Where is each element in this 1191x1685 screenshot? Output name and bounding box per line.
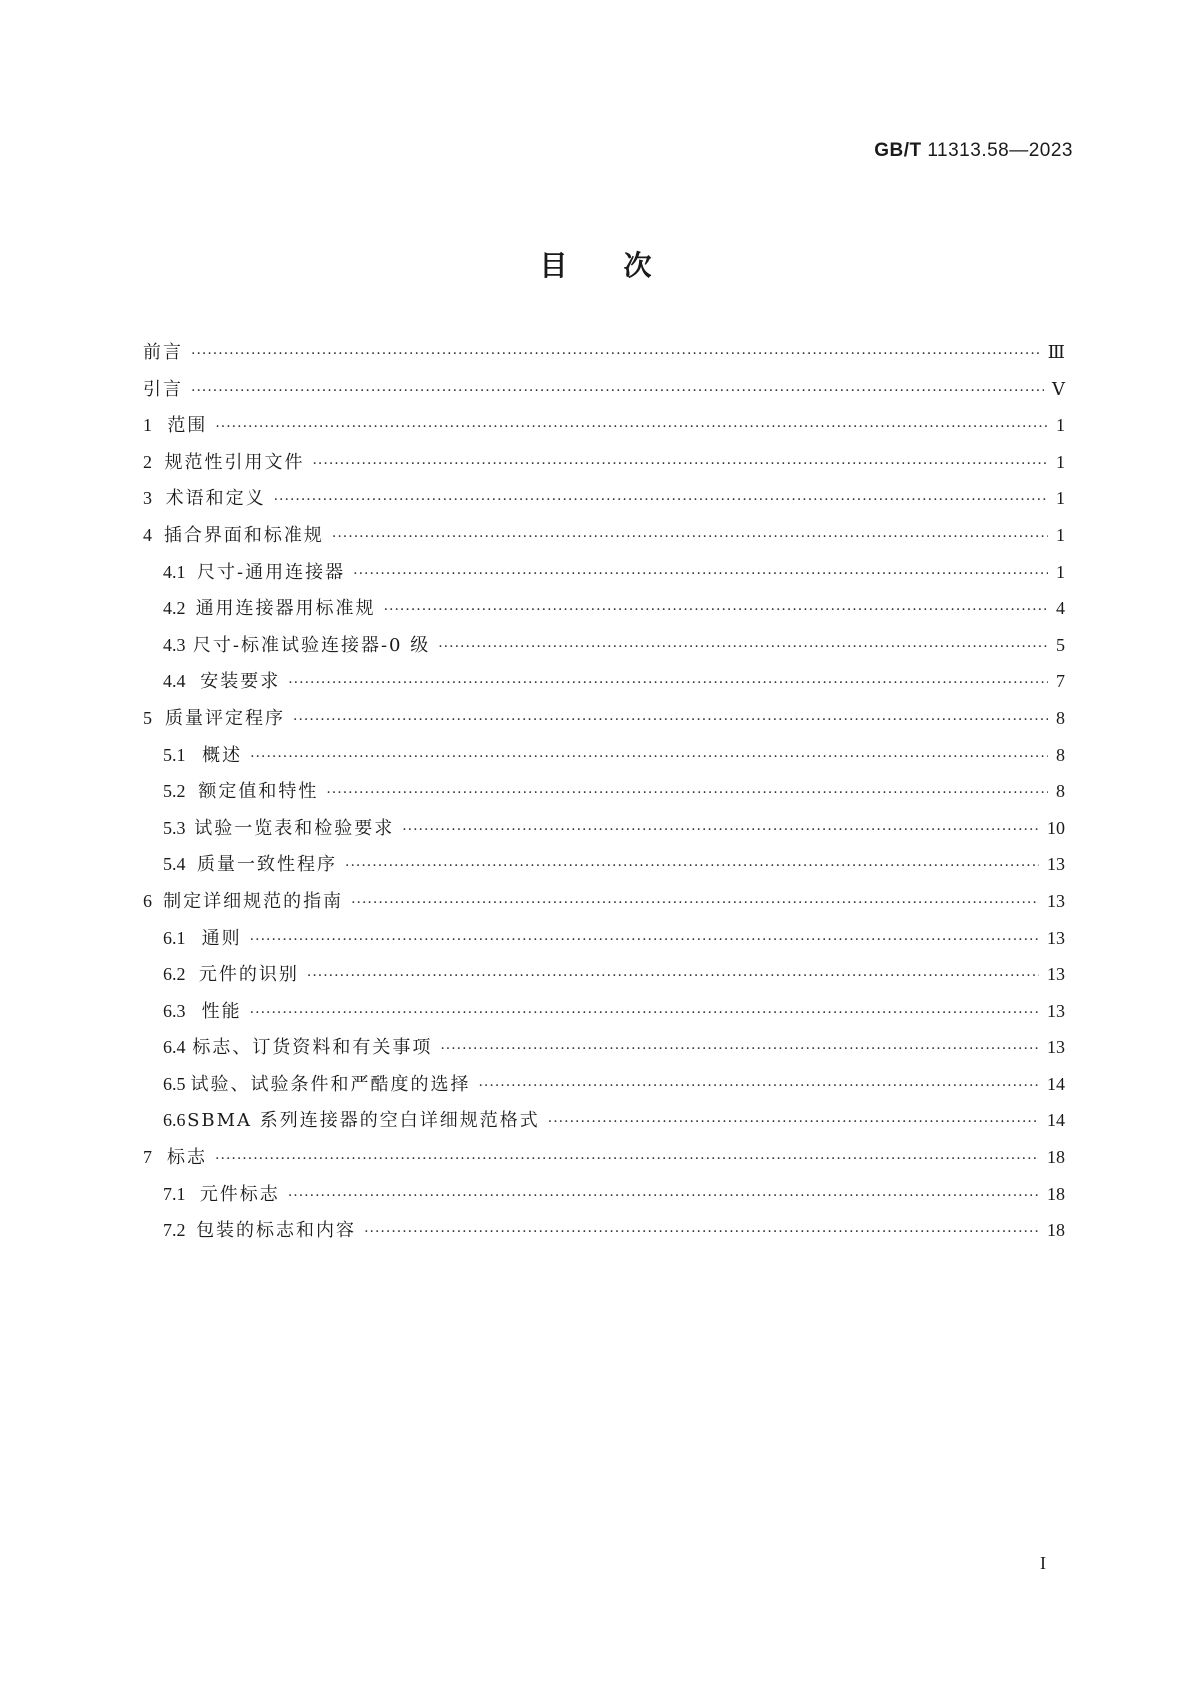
toc-entry-page: 8 bbox=[1056, 707, 1065, 728]
toc-entry-label: 通则 bbox=[201, 927, 242, 949]
toc-leader-dots bbox=[351, 895, 1039, 911]
toc-leader-dots bbox=[312, 456, 1048, 472]
toc-entry-page: 14 bbox=[1047, 1073, 1065, 1094]
toc-entry[interactable] bbox=[143, 411, 1065, 448]
toc-leader-dots bbox=[250, 1005, 1039, 1021]
toc-entry-page: 1 bbox=[1056, 451, 1065, 472]
toc-entry-number: 6.3 bbox=[163, 1000, 186, 1021]
toc-entry[interactable] bbox=[143, 375, 1065, 412]
toc-leader-dots bbox=[345, 858, 1039, 874]
toc-entry-page: 1 bbox=[1056, 561, 1065, 582]
standard-code bbox=[874, 140, 1073, 162]
toc-entry-page: 13 bbox=[1047, 964, 1065, 985]
toc-entry-page: 13 bbox=[1047, 1037, 1065, 1058]
toc-entry-page: 14 bbox=[1047, 1110, 1065, 1131]
toc-entry-page: 18 bbox=[1047, 1183, 1065, 1204]
toc-entry[interactable] bbox=[143, 887, 1065, 924]
toc-entry-label: 元件标志 bbox=[199, 1183, 280, 1205]
toc-entry-number: 6 bbox=[143, 890, 152, 911]
toc-entry[interactable] bbox=[143, 850, 1065, 887]
toc-entry-label: 制定详细规范的指南 bbox=[163, 890, 344, 912]
toc-entry-label: 范围 bbox=[167, 415, 208, 437]
toc-entry-label: 标志、订货资料和有关事项 bbox=[192, 1037, 433, 1059]
toc-entry-number: 4.4 bbox=[163, 671, 186, 692]
toc-entry-label: 标志 bbox=[167, 1147, 208, 1169]
toc-leader-dots bbox=[215, 419, 1048, 435]
toc-entry[interactable] bbox=[143, 558, 1065, 595]
toc-entry-number: 7.2 bbox=[163, 1220, 186, 1241]
toc-entry-label: 性能 bbox=[201, 1000, 242, 1022]
toc-entry-number: 7 bbox=[143, 1147, 152, 1168]
toc-leader-dots bbox=[250, 932, 1039, 948]
toc-entry-number: 6.2 bbox=[163, 964, 186, 985]
toc-leader-dots bbox=[332, 529, 1048, 545]
toc-entry-page: 13 bbox=[1047, 927, 1065, 948]
toc-entry-page: 13 bbox=[1047, 1000, 1065, 1021]
toc-leader-dots bbox=[191, 383, 1044, 399]
toc-entry-label: 通用连接器用标准规 bbox=[195, 598, 376, 620]
toc-entry-number: 4 bbox=[143, 524, 152, 545]
toc-entry-label: SBMA 系列连接器的空白详细规范格式 bbox=[187, 1110, 540, 1132]
toc-entry[interactable] bbox=[143, 777, 1065, 814]
toc-entry[interactable] bbox=[143, 484, 1065, 521]
toc-entry[interactable] bbox=[143, 1106, 1065, 1143]
toc-entry-page: 4 bbox=[1056, 598, 1065, 619]
toc-entry-label: 尺寸-标准试验连接器-0 级 bbox=[192, 634, 431, 656]
toc-entry-label: 试验一览表和检验要求 bbox=[194, 817, 395, 839]
toc-entry-page: 8 bbox=[1056, 744, 1065, 765]
toc-entry-label: 概述 bbox=[202, 744, 243, 766]
toc-entry[interactable] bbox=[143, 521, 1065, 558]
toc-entry-label: 安装要求 bbox=[200, 671, 281, 693]
toc-entry[interactable] bbox=[143, 1180, 1065, 1217]
toc-entry-page: 5 bbox=[1056, 634, 1065, 655]
toc-entry-label: 额定值和特性 bbox=[198, 781, 319, 803]
toc-entry[interactable] bbox=[143, 814, 1065, 851]
toc-entry-number: 2 bbox=[143, 451, 152, 472]
toc-entry-page: 8 bbox=[1056, 781, 1065, 802]
toc-leader-dots bbox=[438, 639, 1048, 655]
toc-entry-number: 7.1 bbox=[163, 1183, 186, 1204]
toc-leader-dots bbox=[548, 1114, 1039, 1130]
toc-entry[interactable] bbox=[143, 960, 1065, 997]
toc-entry-page: 7 bbox=[1056, 671, 1065, 692]
toc-entry-label: 术语和定义 bbox=[165, 488, 266, 510]
toc-entry-number: 6.6 bbox=[163, 1110, 186, 1131]
toc-leader-dots bbox=[384, 602, 1048, 618]
toc-title: 目次 bbox=[539, 249, 708, 282]
toc-entry[interactable] bbox=[143, 1143, 1065, 1180]
toc-entry-number: 5.2 bbox=[163, 781, 186, 802]
toc-leader-dots bbox=[353, 566, 1048, 582]
toc-entry[interactable] bbox=[143, 1033, 1065, 1070]
toc-entry-page: 1 bbox=[1056, 524, 1065, 545]
toc-entry-label: 规范性引用文件 bbox=[164, 451, 305, 473]
standard-prefix: GB/T bbox=[874, 140, 922, 161]
toc-entry-number: 5.1 bbox=[163, 744, 186, 765]
toc-entry-number: 4.2 bbox=[163, 598, 186, 619]
toc-entry[interactable] bbox=[143, 1070, 1065, 1107]
toc-entry[interactable] bbox=[143, 594, 1065, 631]
toc-entry-page: Ⅲ bbox=[1047, 342, 1065, 362]
toc-leader-dots bbox=[250, 749, 1048, 765]
toc-entry-number: 5.3 bbox=[163, 817, 186, 838]
toc-entry[interactable] bbox=[143, 631, 1065, 668]
toc-entry-label: 试验、试验条件和严酷度的选择 bbox=[190, 1073, 471, 1095]
toc-entry-label: 插合界面和标准规 bbox=[163, 524, 324, 546]
toc-entry-page: 18 bbox=[1047, 1220, 1065, 1241]
toc-entry[interactable] bbox=[143, 704, 1065, 741]
toc-entry[interactable] bbox=[143, 997, 1065, 1034]
toc-entry[interactable] bbox=[143, 924, 1065, 961]
toc-leader-dots bbox=[364, 1224, 1039, 1240]
toc-entry-page: 10 bbox=[1047, 817, 1065, 838]
toc-leader-dots bbox=[288, 675, 1048, 691]
toc-leader-dots bbox=[307, 968, 1039, 984]
toc-leader-dots bbox=[274, 492, 1048, 508]
toc-leader-dots bbox=[191, 346, 1040, 362]
toc-entry-label: 元件的识别 bbox=[198, 964, 299, 986]
toc-leader-dots bbox=[402, 822, 1039, 838]
toc-entry-page: Ⅴ bbox=[1052, 378, 1065, 399]
toc-entry[interactable] bbox=[143, 448, 1065, 485]
toc-entry-number: 6.1 bbox=[163, 927, 186, 948]
toc-entry-page: 18 bbox=[1047, 1147, 1065, 1168]
toc-entry-number: 6.5 bbox=[163, 1073, 186, 1094]
toc-entry-page: 1 bbox=[1056, 488, 1065, 509]
toc-entry-label: 质量评定程序 bbox=[165, 707, 286, 729]
toc-entry-number: 4.3 bbox=[163, 634, 186, 655]
toc-leader-dots bbox=[293, 712, 1048, 728]
toc-entry-label: 前言 bbox=[143, 342, 183, 363]
toc-entry-page: 1 bbox=[1056, 415, 1065, 436]
toc-leader-dots bbox=[215, 1151, 1039, 1167]
toc-entry[interactable] bbox=[143, 667, 1065, 704]
toc-entry-number: 1 bbox=[143, 415, 152, 436]
toc-entry-number: 3 bbox=[143, 488, 152, 509]
toc-entry-number: 5.4 bbox=[163, 854, 186, 875]
toc-leader-dots bbox=[440, 1041, 1039, 1057]
toc-entry-page: 13 bbox=[1047, 890, 1065, 911]
standard-number: 11313.58—2023 bbox=[927, 140, 1073, 161]
toc-entry-label: 引言 bbox=[143, 378, 183, 400]
toc-leader-dots bbox=[326, 785, 1048, 801]
toc-entry[interactable] bbox=[143, 741, 1065, 778]
toc-entry-label: 尺寸-通用连接器 bbox=[197, 561, 346, 583]
page-number: I bbox=[1040, 1553, 1046, 1573]
toc-entry-page: 13 bbox=[1047, 854, 1065, 875]
toc-entry-label: 质量一致性程序 bbox=[197, 854, 337, 876]
toc-leader-dots bbox=[478, 1078, 1039, 1094]
toc-entry[interactable] bbox=[143, 1216, 1065, 1253]
toc-entry-label: 包装的标志和内容 bbox=[196, 1220, 357, 1242]
toc-entry-number: 6.4 bbox=[163, 1037, 186, 1058]
table-of-contents bbox=[143, 338, 1065, 1253]
toc-entry-number: 5 bbox=[143, 707, 152, 728]
toc-entry[interactable] bbox=[143, 338, 1065, 375]
toc-entry-number: 4.1 bbox=[163, 561, 186, 582]
toc-leader-dots bbox=[288, 1188, 1039, 1204]
